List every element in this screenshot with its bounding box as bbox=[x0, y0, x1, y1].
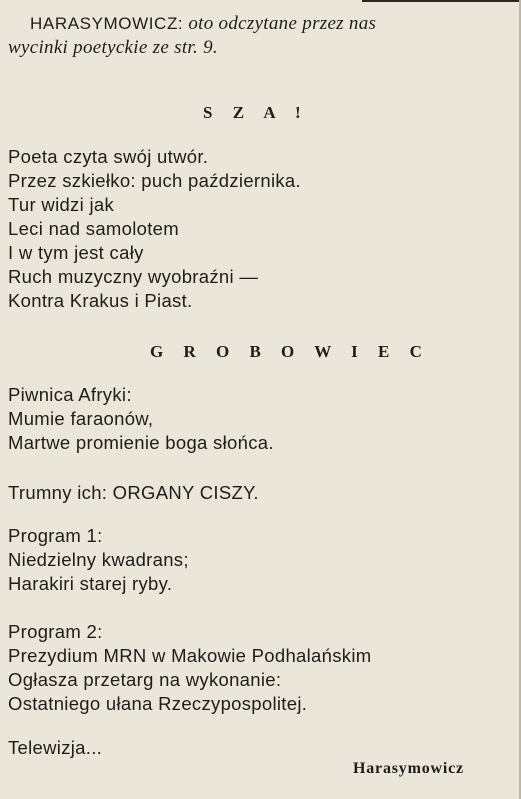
poem-line: Leci nad samolotem bbox=[8, 218, 179, 239]
intro-line-2: wycinki poetyckie ze str. 9. bbox=[8, 37, 218, 58]
poem-line: Ostatniego ułana Rzeczypospolitej. bbox=[8, 693, 308, 714]
poem-line: Ogłasza przetarg na wykonanie: bbox=[8, 669, 282, 690]
poem-line: Kontra Krakus i Piast. bbox=[8, 290, 193, 311]
poem-line: Prezydium MRN w Makowie Podhalańskim bbox=[8, 645, 372, 666]
poem-line: Program 2: bbox=[8, 621, 103, 642]
poem-line: Przez szkiełko: puch października. bbox=[8, 170, 301, 191]
poem-title-grobowiec: G R O B O W I E C bbox=[150, 342, 430, 361]
intro-line-1-text: oto odczytane przez nas bbox=[188, 13, 377, 34]
poem-sza-stanza bbox=[8, 145, 301, 313]
intro-line-1 bbox=[8, 12, 514, 36]
poem-line: Trumny ich: ORGANY CISZY. bbox=[8, 482, 259, 503]
poem-line: Harakiri starej ryby. bbox=[8, 573, 173, 594]
poem-line: I w tym jest cały bbox=[8, 242, 144, 263]
poem-grobowiec-stanza-4 bbox=[8, 620, 371, 716]
poem-line: Mumie faraonów, bbox=[8, 408, 154, 429]
poem-line: Martwe promienie boga słońca. bbox=[8, 432, 274, 453]
intro-paragraph bbox=[8, 12, 514, 60]
poem-grobowiec-stanza-3 bbox=[8, 524, 189, 596]
poem-title-sza: S Z A ! bbox=[203, 103, 309, 122]
author-signature: Harasymowicz bbox=[353, 760, 464, 777]
top-rule bbox=[362, 0, 521, 2]
poem-line: Ruch muzyczny wyobraźni — bbox=[8, 266, 259, 287]
poem-line: Program 1: bbox=[8, 525, 103, 546]
poem-grobowiec-stanza-1 bbox=[8, 383, 274, 455]
poem-line: Piwnica Afryki: bbox=[8, 384, 132, 405]
poem-grobowiec-stanza-5 bbox=[8, 736, 102, 760]
poem-line: Tur widzi jak bbox=[8, 194, 115, 215]
poem-grobowiec-stanza-2 bbox=[8, 481, 259, 505]
intro-author-name: HARASYMOWICZ: bbox=[30, 14, 184, 33]
poem-line: Poeta czyta swój utwór. bbox=[8, 146, 209, 167]
poem-line: Niedzielny kwadrans; bbox=[8, 549, 189, 570]
poem-line: Telewizja... bbox=[8, 737, 103, 758]
